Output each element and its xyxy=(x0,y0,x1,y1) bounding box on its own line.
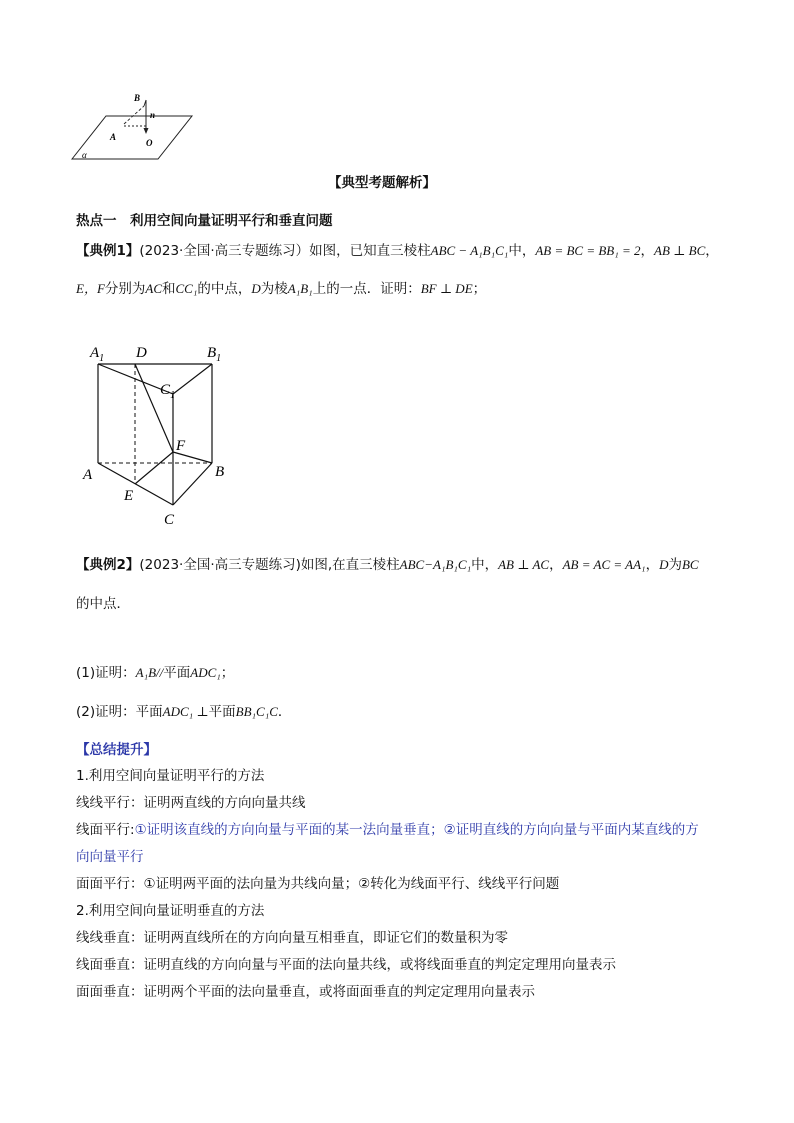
summary-line-3-body: ①证明该直线的方向向量与平面的某一法向量垂直；②证明直线的方向向量与平面内某直线的方 xyxy=(134,822,699,838)
example1-prism: ABC − A₁B₁C₁ xyxy=(430,243,509,258)
example2-cond2: AB = AC = AA₁ xyxy=(562,557,646,572)
label-C1: $C_1$ xyxy=(160,382,176,401)
ex1-ef: E，F xyxy=(76,281,105,296)
example1-mid: 中， xyxy=(508,243,536,259)
example2-source: (2023·全国·高三专题练习)如图,在直三棱柱 xyxy=(139,557,400,573)
q1-prefix: (1)证明： xyxy=(76,665,136,681)
question2 xyxy=(76,703,291,721)
example2-sep2: ， xyxy=(645,557,660,573)
q1-end: ； xyxy=(220,665,235,681)
summary-line-8: 线面垂直：证明直线的方向向量与平面的法向量共线，或将线面垂直的判定定理用向量表示 xyxy=(76,957,616,973)
ex1-text-f: 的中点， xyxy=(197,281,252,297)
q2-math: ADC₁ ⊥ xyxy=(162,704,209,719)
example2-mid: 中， xyxy=(471,557,499,573)
example2-d: D xyxy=(659,557,669,572)
summary-line-7: 线线垂直：证明两直线所在的方向向量互相垂直，即证它们的数量积为零 xyxy=(76,930,508,946)
ex1-text-l: ； xyxy=(472,281,487,297)
summary-line-3-label: 线面平行: xyxy=(76,822,135,838)
section-title: 【典型考题解析】 xyxy=(328,175,436,191)
example1-line1 xyxy=(76,242,719,260)
label-D: D xyxy=(136,345,147,361)
label-A1: $A_1$ xyxy=(90,345,105,364)
summary-line-9: 面面垂直：证明两个平面的法向量垂直，或将面面垂直的判定定理用向量表示 xyxy=(76,984,535,1000)
summary-line-1: 1.利用空间向量证明平行的方法 xyxy=(76,768,265,784)
example2-tag: 【典例2】 xyxy=(76,557,140,573)
label-B1: $B_1$ xyxy=(207,345,222,364)
q2-end: ． xyxy=(277,704,292,720)
label-O: O xyxy=(146,138,153,148)
label-E: E xyxy=(124,488,134,504)
example1-source: (2023·全国·高三专题练习）如图，已知直三棱柱 xyxy=(139,243,431,259)
question1 xyxy=(76,664,234,682)
q1-math2: ADC₁ xyxy=(190,665,221,680)
ex1-d: D xyxy=(251,281,261,296)
summary-line-6: 2.利用空间向量证明垂直的方法 xyxy=(76,903,265,919)
example2-cond1: AB ⊥ AC xyxy=(498,557,550,572)
example1-cond2: AB ⊥ BC xyxy=(654,243,706,258)
ex1-text-b: 分别为 xyxy=(104,281,146,297)
ex1-bf-de: BF ⊥ DE xyxy=(420,281,473,296)
label-n: n xyxy=(150,110,156,120)
q2-prefix: (2)证明：平面 xyxy=(76,704,163,720)
plane-normal-figure xyxy=(66,88,198,164)
label-alpha: α xyxy=(82,150,87,160)
hotspot-heading: 热点一 利用空间向量证明平行和垂直问题 xyxy=(76,213,333,229)
label-A: A xyxy=(83,467,93,483)
example2-d-text: 为 xyxy=(668,557,682,573)
ex1-text-d: 和 xyxy=(162,281,176,297)
example1-tag: 【典例1】 xyxy=(76,243,140,259)
summary-line-3 xyxy=(76,821,699,839)
prism-figure xyxy=(80,340,240,532)
label-F: F xyxy=(176,438,186,454)
example1-sep2: ， xyxy=(705,243,719,259)
ex1-text-h: 为棱 xyxy=(260,281,288,297)
example2-sep1: ， xyxy=(549,557,563,573)
summary-title: 【总结提升】 xyxy=(76,742,157,758)
example1-line2 xyxy=(76,280,486,298)
summary-line-2: 线线平行：证明两直线的方向向量共线 xyxy=(76,795,306,811)
example2-line1 xyxy=(76,556,699,574)
example2-bc: BC xyxy=(681,557,699,572)
summary-line-4: 向向量平行 xyxy=(76,849,144,865)
q1-mid: 平面 xyxy=(163,665,191,681)
summary-line-5: 面面平行：①证明两平面的法向量为共线向量；②转化为线面平行、线线平行问题 xyxy=(76,876,560,892)
example2-prism: ABC−A₁B₁C₁ xyxy=(399,557,472,572)
label-C: C xyxy=(164,512,175,528)
q2-mid: 平面 xyxy=(208,704,236,720)
example2-line2: 的中点． xyxy=(76,596,130,612)
example1-cond1: AB = BC = BB₁ = 2 xyxy=(535,243,641,258)
q1-math: A₁B// xyxy=(135,665,164,680)
label-B: B xyxy=(215,464,225,480)
q2-math2: BB₁C₁C xyxy=(235,704,278,719)
ex1-a1b1: A₁B₁ xyxy=(287,281,313,296)
ex1-text-j: 上的一点．证明： xyxy=(312,281,421,297)
label-B: B xyxy=(134,93,141,103)
ex1-ac: AC xyxy=(145,281,163,296)
example1-sep1: ， xyxy=(640,243,655,259)
label-A: A xyxy=(110,132,117,142)
ex1-cc1: CC₁ xyxy=(175,281,198,296)
